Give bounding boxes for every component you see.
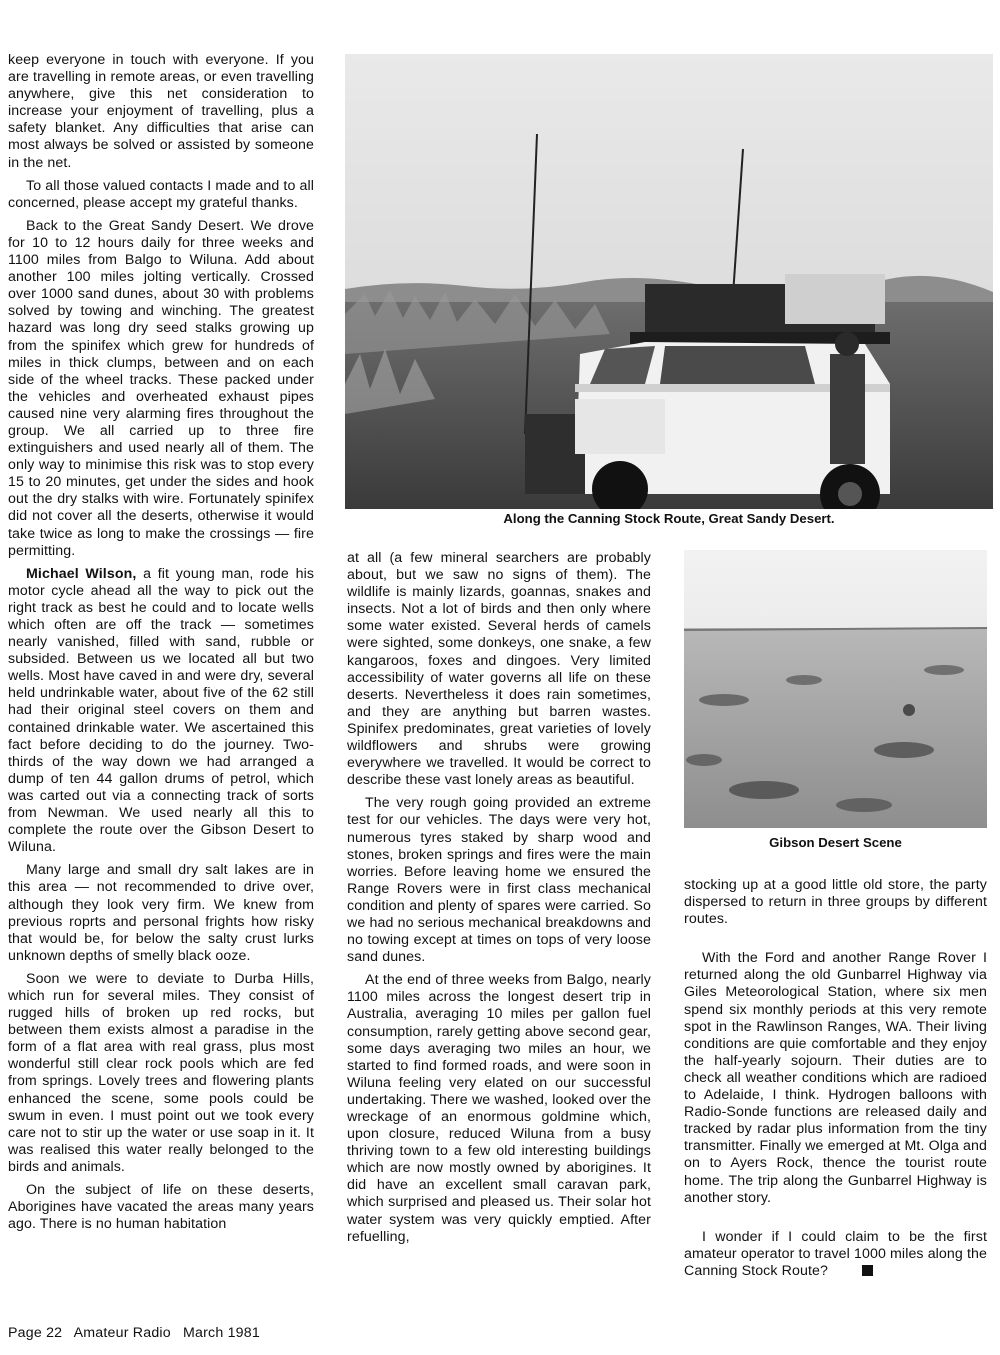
text-column-2 bbox=[347, 550, 651, 1252]
paragraph bbox=[8, 566, 314, 857]
page-footer bbox=[8, 1325, 268, 1341]
text-column-1 bbox=[8, 52, 314, 1239]
paragraph: at all (a few mineral searchers are probably about, but we saw no signs of them). The wildlife is mainly lizards, goannas, snakes and insects. Not a lot of birds and then only where some water existed. Several herds of camels were sighted, some donkeys, one snake, a few kangaroos, foxes and dingoes. Very limited accessibility of water governs all life on these deserts. Nevertheless it does rain sometimes, and they are anything but barren wastes. Spinifex predominates, great varieties of lovely wildflowers and shrubs were growing everywhere we travelled. It would be correct to describe these vast lonely areas as beautiful. bbox=[347, 550, 651, 789]
range-rover-desert-photo bbox=[345, 54, 993, 509]
paragraph: To all those valued contacts I made and to all concerned, please accept my grateful thanks. bbox=[8, 177, 314, 211]
paragraph: At the end of three weeks from Balgo, nearly 1100 miles across the longest desert trip in Australia, averaging 10 miles per gallon fuel consumption, rarely getting above second gear, some days averaging two miles an hour, we started to find formed roads, and were soon in Wiluna feeling very elated on our successful undertaking. There we washed, looked over the wreckage of an enormous goldmine which, upon closure, reduced Wiluna from a busy thriving town to a few old interesting buildings which are now mostly owned by aborigines. It did have an excellent small caravan park, which surprised and pleased us. Their solar hot water system was very quickly emptied. After refuelling, bbox=[347, 972, 651, 1245]
paragraph-text: I wonder if I could claim to be the first amateur operator to travel 1000 miles along the Canning Stock Route? bbox=[684, 1228, 987, 1279]
photo-caption: Gibson Desert Scene bbox=[769, 835, 902, 850]
paragraph: With the Ford and another Range Rover I returned along the old Gunbarrel Highway via Giles Meteorological Station, where six men spend six monthly periods at this very remote spot in the Rawlinson Ranges, WA. Their living conditions are quie comfortable and they enjoy the half-yearly sojourn. Their duties are to check all weather conditions which are radioed to Adelaide, I think. Hydrogen balloons with Radio-Sonde functions are released daily and tracked by radar plus information from the tiny transmitter. Finally we emerged at Mt. Olga and on to Ayers Rock, thence the tourist route home. The trip along the Gunbarrel Highway is another story. bbox=[684, 950, 987, 1206]
paragraph: Soon we were to deviate to Durba Hills, which run for several miles. They consist of rugged hills of broken up red rocks, but between them exists almost a paradise in the form of a flat area with real grass, plus most wonderful still clear rock pools which are fed from springs. Lovely trees and flowering plants enhanced the scene, some pools could be swum in even. I must point out we took every care not to stir up the water or use soap in it. It was realised this water really belonged to the birds and animals. bbox=[8, 970, 314, 1175]
paragraph: stocking up at a good little old store, the party dispersed to return in three groups by different routes. bbox=[684, 877, 987, 928]
magazine-name: Amateur Radio bbox=[73, 1325, 171, 1341]
person-name: Michael Wilson, bbox=[26, 565, 137, 582]
paragraph: On the subject of life on these deserts, Aborigines have vacated the areas many years ago. There is no human habitation bbox=[8, 1182, 314, 1233]
photo-caption: Along the Canning Stock Route, Great Sandy Desert. bbox=[503, 511, 835, 526]
issue-date: March 1981 bbox=[183, 1325, 260, 1341]
text-column-3 bbox=[684, 877, 987, 1286]
paragraph bbox=[684, 1229, 987, 1280]
page-number: Page 22 bbox=[8, 1325, 63, 1341]
paragraph: Back to the Great Sandy Desert. We drove for 10 to 12 hours daily for three weeks and 1100 miles from Balgo to Wiluna. Add about another 100 miles jolting vertically. Crossed over 1000 sand dunes, about 30 with problems solved by towing and winching. The greatest hazard was long dry seed stalks growing up from the spinifex which grew for hundreds of miles in thick clumps, between and on each side of the wheel tracks. These packed under the vehicles and overheated exhaust pipes caused nine very alarming fires throughout the group. We all carried up to three fire extinguishers and used nearly all of them. The only way to minimise this risk was to stop every 15 to 20 minutes, get under the sides and hook out the dry stalks with wire. Fortunately spinifex did not cover all the deserts, otherwise it would take twice as long to make the crossings — fire permitting. bbox=[8, 217, 314, 559]
paragraph-text: a fit young man, rode his motor cycle ahead all the way to pick out the right track as best he could and to locate wells which often are off the track — sometimes nearly vanished, filled with sand, rubble or subsided. Between us we located all but two wells. Most have caved in and were dry, several held undrinkable water, about five of the 62 still had their original steel covers on them and contained drinkable water. We ascertained this fact before deciding to do the journey. Two-thirds of the way down we had arranged a dump of ten 44 gallon drums of petrol, which was carted out via a connecting track of sorts from Newman. We used nearly all this to complete the route over the Gibson Desert to Wiluna. bbox=[8, 565, 315, 856]
end-of-article-mark bbox=[862, 1265, 873, 1276]
paragraph: The very rough going provided an extreme test for our vehicles. The days were very hot, numerous tyres staked by sharp wood and stones, broken springs and fires were the main worries. Before leaving home we ensured the Range Rovers were in first class mechanical condition and plenty of spares were carried. So we had no serious mechanical breakdowns and no towing except at times on tops of very loose sand dunes. bbox=[347, 795, 651, 966]
paragraph: Many large and small dry salt lakes are in this area — not recommended to drive over, although they look very firm. We knew from previous roprts and personal frights how risky that would be, for below the salty crust lurks unknown depths of smelly black ooze. bbox=[8, 862, 314, 964]
gibson-desert-photo bbox=[684, 550, 987, 828]
paragraph: keep everyone in touch with everyone. If you are travelling in remote areas, or even travelling anywhere, give this net consideration to increase your enjoyment of travelling, plus a safety blanket. Any difficulties that arise can most always be solved or assisted by someone in the net. bbox=[8, 52, 314, 171]
